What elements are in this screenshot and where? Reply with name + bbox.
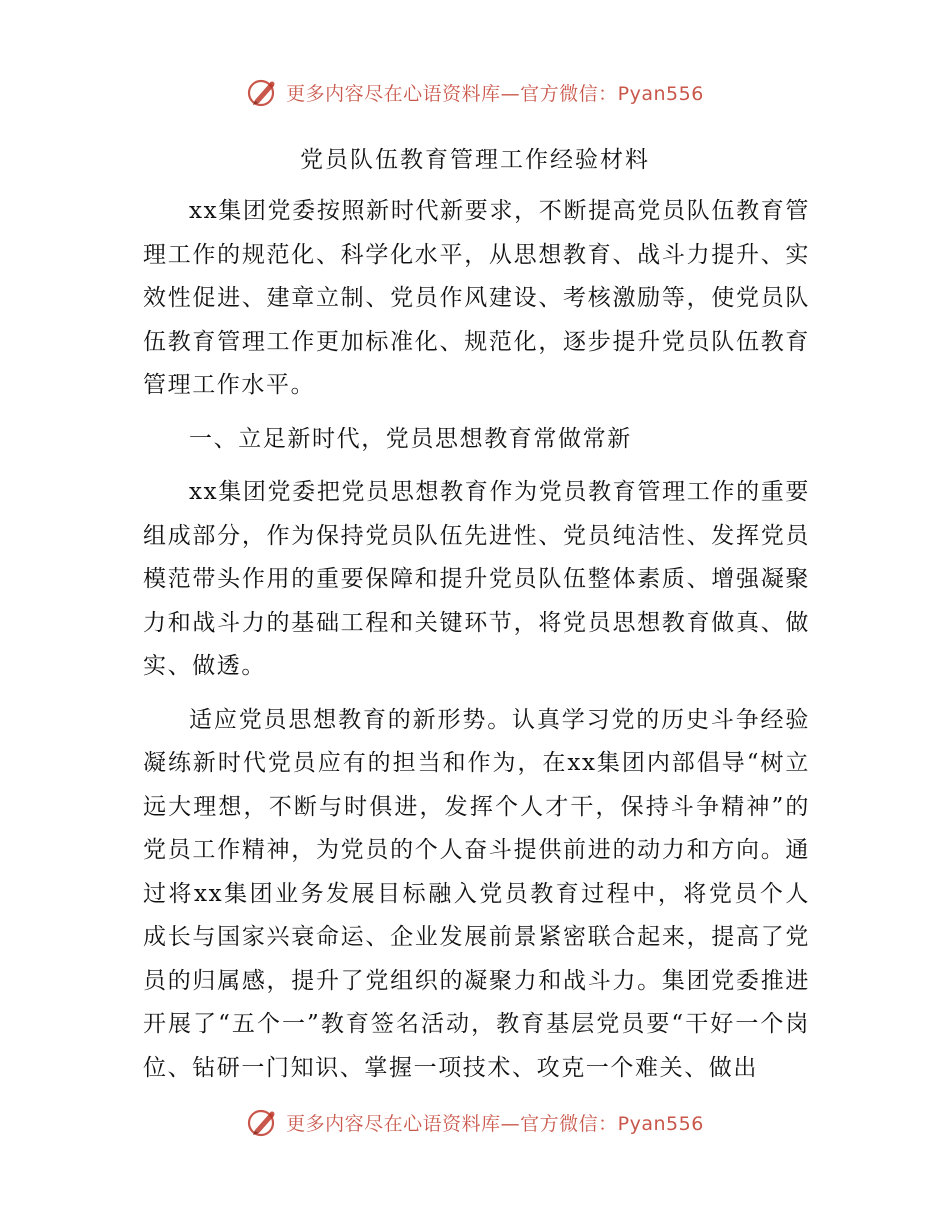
brand-logo-icon bbox=[246, 75, 280, 109]
watermark-text: 更多内容尽在心语资料库—官方微信：Pyan556 bbox=[286, 1112, 704, 1135]
document-body bbox=[143, 190, 810, 1100]
section-heading: 一、立足新时代，党员思想教育常做常新 bbox=[189, 425, 632, 452]
body-paragraph: 适应党员思想教育的新形势。认真学习党的历史斗争经验凝练新时代党员应有的担当和作为，在xx集团内部倡导“树立远大理想，不断与时俱进，发挥个人才干，保持斗争精神”的党员工作精神，为党员的个人奋斗提供前进的动力和方向。通过将xx集团业务发展目标融入党员教育过程中，将党员个人成长与国家兴衰命运、企业发展前景紧密联合起来，提高了党员的归属感，提升了党组织的凝聚力和战斗力。集团党委推进开展了“五个一”教育签名活动，教育基层党员要“干好一个岗位、钻研一门知识、掌握一项技术、攻克一个难关、做出 bbox=[143, 706, 810, 1081]
intro-paragraph: xx集团党委按照新时代新要求，不断提高党员队伍教育管理工作的规范化、科学化水平，从思想教育、战斗力提升、实效性促进、建章立制、党员作风建设、考核激励等，使党员队伍教育管理工作更加标准化、规范化，逐步提升党员队伍教育管理工作水平。 bbox=[143, 198, 810, 398]
watermark-text: 更多内容尽在心语资料库—官方微信：Pyan556 bbox=[286, 82, 704, 105]
body-paragraph: xx集团党委把党员思想教育作为党员教育管理工作的重要组成部分，作为保持党员队伍先进性、党员纯洁性、发挥党员模范带头作用的重要保障和提升党员队伍整体素质、增强凝聚力和战斗力的基础工程和关键环节，将党员思想教育做真、做实、做透。 bbox=[143, 479, 810, 679]
brand-logo-icon bbox=[246, 1105, 280, 1139]
document-title: 党员队伍教育管理工作经验材料 bbox=[300, 147, 650, 173]
footer-watermark bbox=[0, 1100, 950, 1144]
header-watermark bbox=[0, 70, 950, 114]
